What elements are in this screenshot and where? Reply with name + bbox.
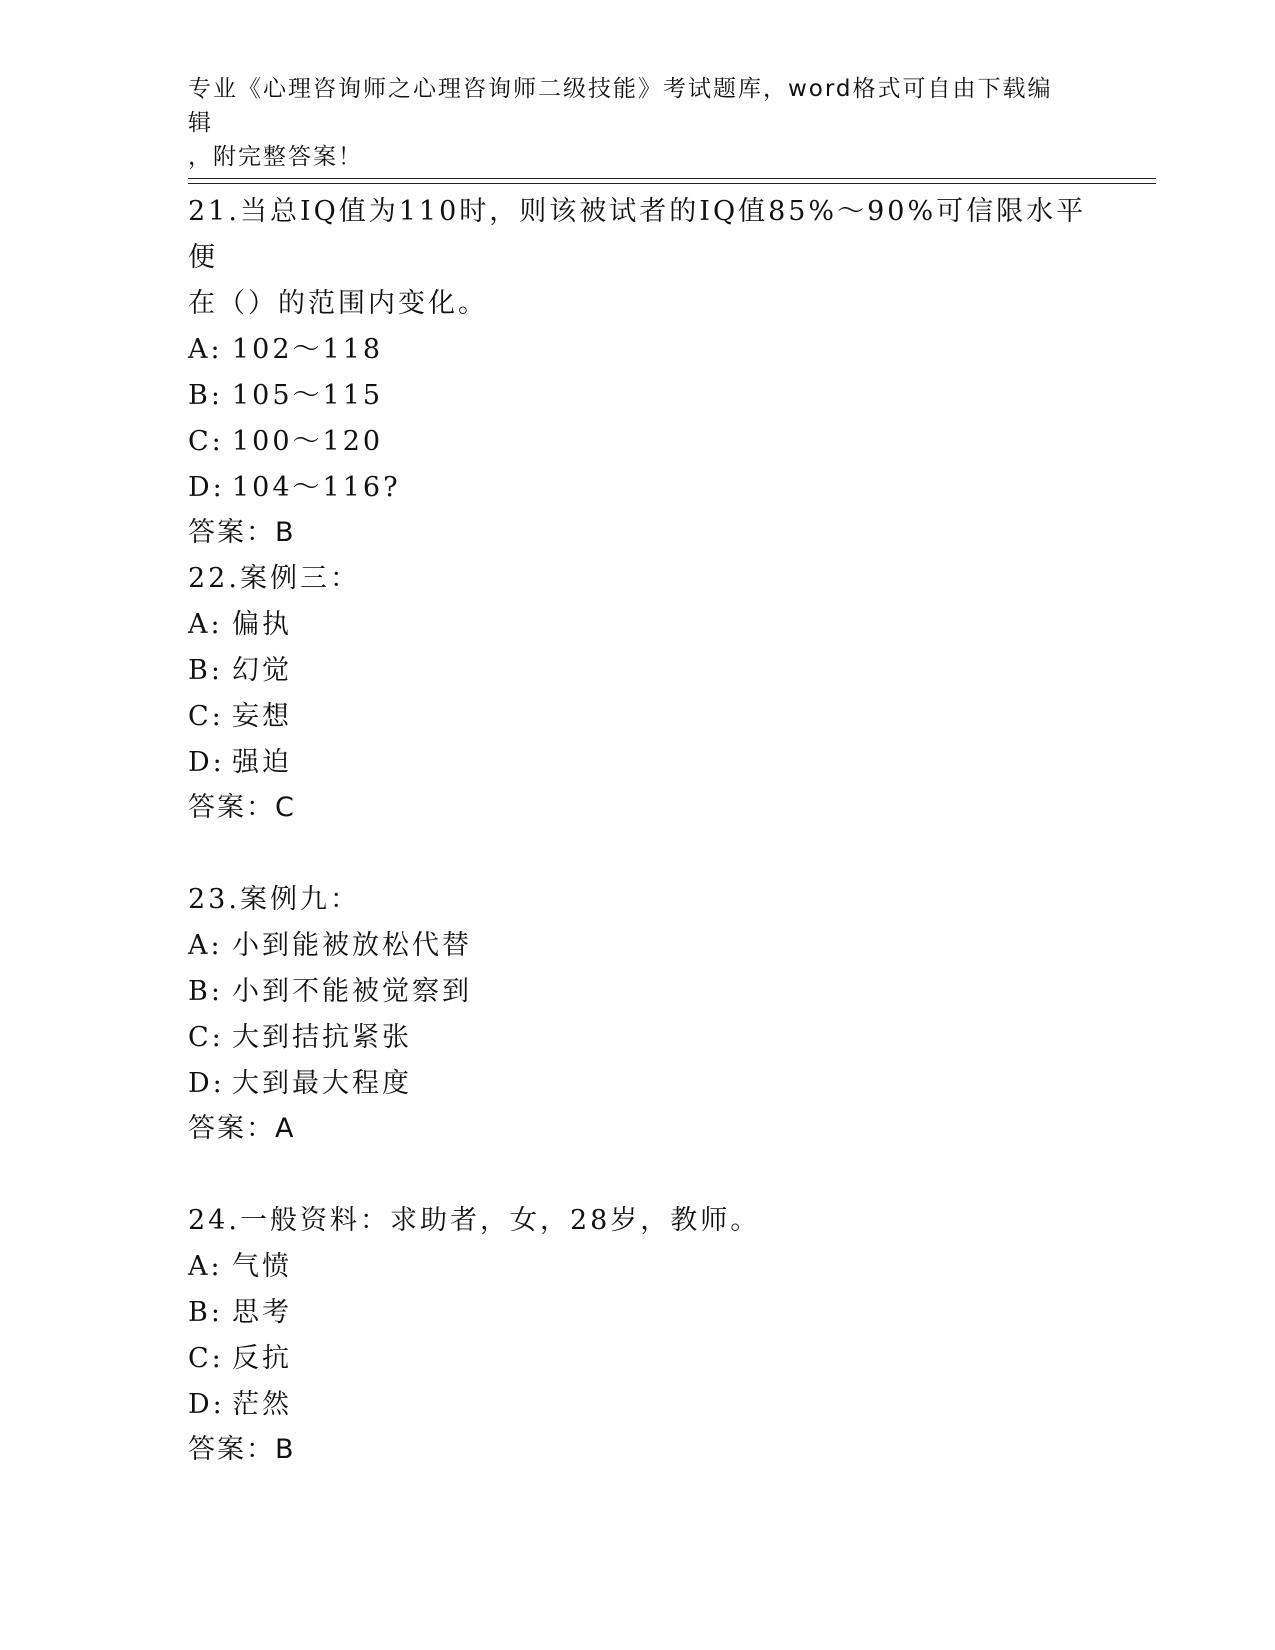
- question-stem: 24.一般资料：求助者，女，28岁，教师。: [188, 1205, 761, 1236]
- header-line-1: 专业《心理咨询师之心理咨询师二级技能》考试题库，word格式可自由下载编辑: [188, 76, 1053, 136]
- option-d: [188, 1061, 1088, 1107]
- option-label: C:: [188, 426, 224, 457]
- option-label: A:: [188, 930, 223, 961]
- option-text: 大到最大程度: [232, 1068, 412, 1099]
- option-label: A:: [188, 609, 223, 640]
- option-label: B:: [188, 380, 223, 411]
- option-text: 思考: [232, 1297, 292, 1328]
- answer: 答案：A: [188, 1113, 296, 1144]
- option-c: [188, 419, 1088, 465]
- option-text: 105～115: [232, 380, 384, 411]
- option-text: 幻觉: [232, 655, 292, 686]
- option-text: 妄想: [232, 701, 292, 732]
- option-label: D:: [188, 1068, 225, 1099]
- answer: 答案：B: [188, 1434, 296, 1465]
- option-label: B:: [188, 655, 223, 686]
- option-text: 气愤: [232, 1251, 292, 1282]
- question-21: [188, 189, 1088, 555]
- option-label: A:: [188, 334, 223, 365]
- option-label: D:: [188, 472, 225, 503]
- header-line-2: ，附完整答案！: [188, 144, 363, 170]
- option-d: [188, 1382, 1088, 1428]
- option-d: [188, 740, 1088, 786]
- option-text: 100～120: [232, 426, 384, 457]
- option-text: 小到不能被觉察到: [232, 976, 472, 1007]
- option-text: 茫然: [232, 1389, 292, 1420]
- question-stem: 22.案例三：: [188, 563, 360, 594]
- option-a: [188, 923, 1088, 969]
- option-label: C:: [188, 1343, 224, 1374]
- option-c: [188, 1015, 1088, 1061]
- option-text: 小到能被放松代替: [232, 930, 472, 961]
- question-stem: 23.案例九：: [188, 884, 360, 915]
- header-divider-bottom: [188, 183, 1156, 184]
- option-b: [188, 373, 1088, 419]
- option-label: D:: [188, 747, 225, 778]
- question-23: [188, 877, 1088, 1151]
- option-c: [188, 694, 1088, 740]
- option-text: 104～116?: [232, 472, 401, 503]
- option-a: [188, 1244, 1088, 1290]
- option-b: [188, 1290, 1088, 1336]
- option-b: [188, 969, 1088, 1015]
- option-label: B:: [188, 1297, 223, 1328]
- option-label: D:: [188, 1389, 225, 1420]
- question-stem-continued: 在（）的范围内变化。: [188, 288, 488, 319]
- option-label: C:: [188, 1022, 224, 1053]
- option-text: 强迫: [232, 747, 292, 778]
- answer: 答案：C: [188, 792, 296, 823]
- question-stem: 21.当总IQ值为110时，则该被试者的IQ值85%～90%可信限水平便: [188, 196, 1087, 273]
- question-24: [188, 1198, 1088, 1472]
- document-header: [188, 72, 1068, 174]
- option-d: [188, 465, 1088, 511]
- option-b: [188, 648, 1088, 694]
- option-text: 偏执: [232, 609, 292, 640]
- option-label: C:: [188, 701, 224, 732]
- option-a: [188, 602, 1088, 648]
- option-text: 大到拮抗紧张: [232, 1022, 412, 1053]
- answer: 答案：B: [188, 517, 296, 548]
- option-c: [188, 1336, 1088, 1382]
- option-text: 102～118: [232, 334, 384, 365]
- option-label: B:: [188, 976, 223, 1007]
- header-divider-top: [188, 178, 1156, 179]
- option-label: A:: [188, 1251, 223, 1282]
- option-text: 反抗: [232, 1343, 292, 1374]
- option-a: [188, 327, 1088, 373]
- question-22: [188, 556, 1088, 830]
